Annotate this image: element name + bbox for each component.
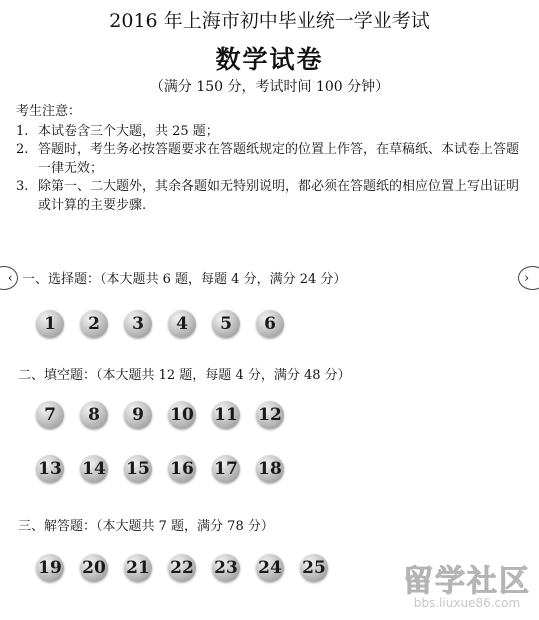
section-title-fill: 二、填空题：（本大题共 12 题，每题 4 分，满分 48 分）: [18, 368, 351, 383]
question-button[interactable]: 18: [256, 455, 284, 483]
chevron-left-icon: ‹: [7, 270, 13, 286]
question-button[interactable]: 19: [36, 554, 64, 582]
notice-item: [16, 123, 531, 142]
question-button[interactable]: 25: [300, 554, 328, 582]
exam-title: 2016 年上海市初中毕业统一学业考试: [109, 10, 430, 32]
question-button[interactable]: 20: [80, 554, 108, 582]
question-button[interactable]: 7: [36, 401, 64, 429]
chevron-right-icon: ›: [524, 270, 530, 286]
question-button[interactable]: 17: [212, 455, 240, 483]
watermark: [403, 556, 531, 610]
notice-item: [16, 141, 531, 178]
question-button[interactable]: 24: [256, 554, 284, 582]
notice-item-number: 2.: [16, 142, 29, 157]
question-button[interactable]: 15: [124, 455, 152, 483]
question-button[interactable]: 11: [212, 401, 240, 429]
question-row-fill-1: [36, 401, 300, 429]
notice-item-number: 3.: [16, 179, 29, 194]
watermark-logo: 留学社区: [403, 564, 531, 599]
notice-heading: 考生注意：: [16, 104, 82, 119]
exam-subtitle: 数学试卷: [215, 45, 324, 74]
section-title-answer: 三、解答题：（本大题共 7 题，满分 78 分）: [18, 519, 274, 534]
question-button[interactable]: 22: [168, 554, 196, 582]
question-button[interactable]: 16: [168, 455, 196, 483]
question-button[interactable]: 13: [36, 455, 64, 483]
watermark-url: bbs.liuxue86.com: [413, 596, 521, 610]
notice-item-number: 1.: [16, 123, 29, 139]
question-button[interactable]: 8: [80, 401, 108, 429]
notice-item-text: 除第一、二大题外，其余各题如无特别说明，都必须在答题纸的相应位置上写出证明或计算的主要步骤.: [38, 179, 520, 213]
question-button[interactable]: 10: [168, 401, 196, 429]
question-row-answer: [36, 554, 344, 582]
notice-item: [16, 178, 531, 215]
question-row-choice: [36, 310, 300, 338]
question-button[interactable]: 6: [256, 310, 284, 338]
question-button[interactable]: 4: [168, 310, 196, 338]
question-button[interactable]: 2: [80, 310, 108, 338]
question-button[interactable]: 14: [80, 455, 108, 483]
notice-item-text: 本试卷含三个大题，共 25 题；: [38, 123, 219, 139]
exam-info: （满分 150 分，考试时间 100 分钟）: [149, 79, 390, 95]
prev-page-button[interactable]: [0, 266, 18, 290]
notice-item-text: 答题时，考生务必按答题要求在答题纸规定的位置上作答，在草稿纸、本试卷上答题一律无效；: [38, 142, 520, 176]
notice-block: [16, 103, 531, 215]
question-button[interactable]: 21: [124, 554, 152, 582]
next-page-button[interactable]: [518, 266, 539, 290]
section-title-choice: 一、选择题：（本大题共 6 题，每题 4 分，满分 24 分）: [22, 272, 347, 287]
question-button[interactable]: 5: [212, 310, 240, 338]
question-button[interactable]: 9: [124, 401, 152, 429]
question-button[interactable]: 12: [256, 401, 284, 429]
question-button[interactable]: 1: [36, 310, 64, 338]
question-button[interactable]: 3: [124, 310, 152, 338]
question-button[interactable]: 23: [212, 554, 240, 582]
question-row-fill-2: [36, 455, 300, 483]
